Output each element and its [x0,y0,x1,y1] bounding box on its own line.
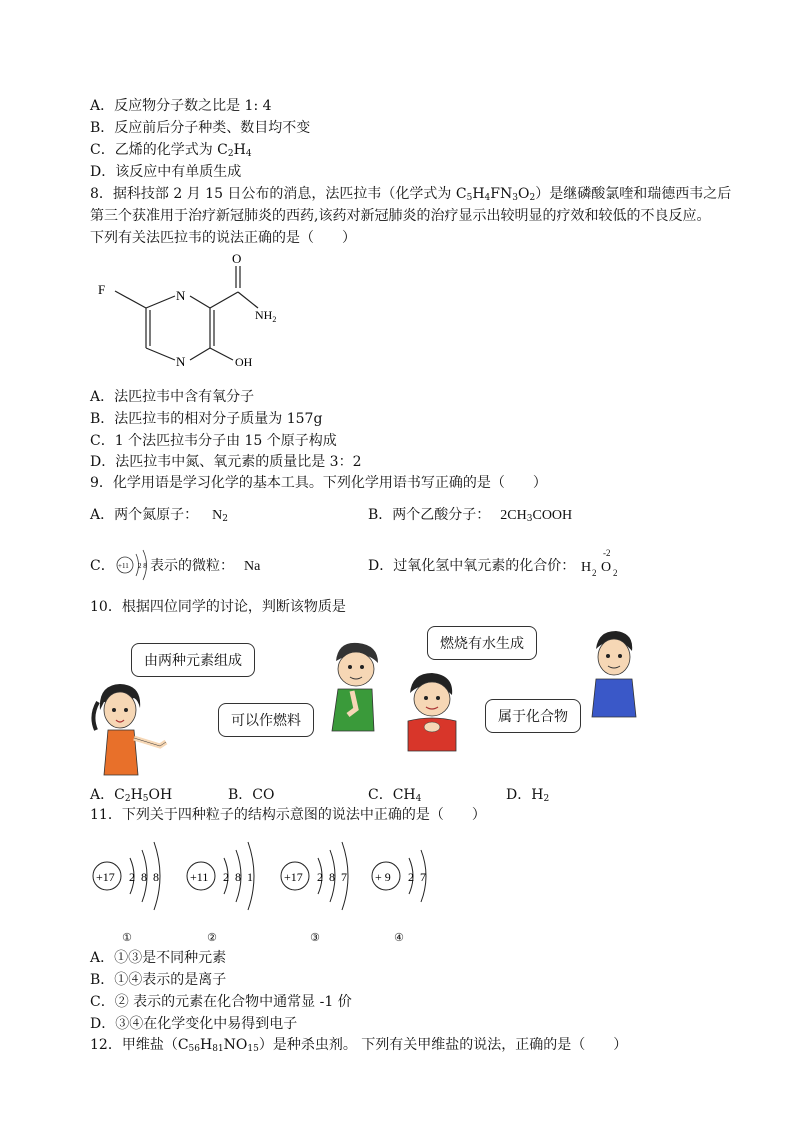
q12-stem: 12．甲维盐$(C_{56}H_{81}NO_{15})$是种杀虫剂。 下列有关甲维盐的说法，正确的是（ ） [90,1037,628,1054]
q8-option-c: C．1 个法匹拉韦分子由 15 个原子构成 [90,433,337,449]
q10-stem: 10．根据四位同学的讨论，判断该物质是 [90,599,346,615]
diagram-label-3: ③ [310,931,320,944]
q11-option-c: C．② 表示的元素在化合物中通常显 -1 价 [90,994,352,1010]
q9-option-c: C． [90,558,115,574]
q10-option-d: D．$H_2$ [506,787,550,804]
q11-option-d: D．③④在化学变化中易得到电子 [90,1016,298,1032]
diagram-label-4: ④ [394,931,404,944]
q11-option-a: A．①③是不同种元素 [90,950,227,966]
svg-text:+17: +17 [284,870,303,884]
q10-illustration [90,625,650,780]
q8-stem-line3: 下列有关法匹拉韦的说法正确的是（ ） [90,230,356,246]
diagram-label-2: ② [207,931,217,944]
q8-stem-line1: 8．据科技部 2 月 15 日公布的消息，法匹拉韦（化学式为 $C_5H_4FN_3O_2$）是继磷酸氯喹和瑞德西韦之后 [90,186,732,203]
svg-text:+11: +11 [190,870,209,884]
q7-option-d: D．该反应中有单质生成 [90,164,242,180]
boy2-figure [402,671,462,756]
q11-option-b: B．①④表示的是离子 [90,972,227,988]
struct-f: F [98,282,106,297]
q10-option-a: A．$C_2H_5OH$ [90,787,173,804]
q7-option-b: B．反应前后分子种类、数目均不变 [90,120,311,136]
svg-text:2: 2 [408,870,414,884]
q8-option-d: D．法匹拉韦中氮、氧元素的质量比是 3：2 [90,454,362,470]
svg-text:2: 2 [317,870,323,884]
q10-option-b: B．CO [228,787,275,803]
speech-bubble-3: 燃烧有水生成 [427,626,537,660]
boy3-figure [588,629,643,721]
svg-text:8: 8 [141,870,147,884]
boy1-figure [328,639,388,739]
struct-nh2: $NH_2$ [255,308,277,324]
struct-n2: N [176,354,186,369]
q11-diagram-row [90,830,450,950]
svg-text:8: 8 [235,870,241,884]
girl-figure [90,680,180,780]
svg-text:+11: +11 [118,562,129,570]
speech-bubble-4: 属于化合物 [485,699,581,733]
svg-text:8: 8 [329,870,335,884]
atom-diagram-2 [184,830,274,920]
q10-option-c: C．$CH_4$ [368,787,422,804]
q8-option-b: B．法匹拉韦的相对分子质量为 157g [90,411,323,427]
q9-option-c-text: 表示的微粒： Na [150,558,261,574]
q7-option-c: C．乙烯的化学式为 $C_2H_4$ [90,142,252,159]
svg-text:+17: +17 [96,870,115,884]
q8-stem-line2: 第三个获准用于治疗新冠肺炎的西药,该药对新冠肺炎的治疗显示出较明显的疗效和较低的不良反应。 [90,208,711,224]
speech-bubble-1: 由两种元素组成 [131,643,255,677]
svg-text:2: 2 [223,870,229,884]
struct-o: O [232,251,242,266]
q9-h2o2-valence: H 2 O 2 -2 [581,548,618,578]
q8-option-a: A．法匹拉韦中含有氧分子 [90,389,255,405]
q7-option-a: A．反应物分子数之比是 1: 4 [90,98,272,114]
q9-na-structure-diagram [115,546,155,584]
svg-text:8: 8 [153,870,159,884]
svg-text:7: 7 [420,870,426,884]
q9-option-a: A．两个氮原子： $N_2$ [90,507,228,524]
atom-diagram-4 [369,830,449,920]
q9-option-d: D．过氧化氢中氧元素的化合价： [368,558,576,574]
q9-option-b: B．两个乙酸分子： $2CH_3COOH$ [368,507,573,524]
speech-bubble-2: 可以作燃料 [218,703,314,737]
struct-oh: OH [235,355,253,369]
svg-text:1: 1 [247,870,253,884]
diagram-label-1: ① [122,931,132,944]
struct-n1: N [176,288,186,303]
atom-diagram-3 [278,830,368,920]
q11-stem: 11．下列关于四种粒子的结构示意图的说法中正确的是（ ） [90,807,486,823]
svg-text:2: 2 [129,870,135,884]
svg-text:7: 7 [341,870,347,884]
atom-diagram-1 [90,830,180,920]
svg-text:+ 9: + 9 [375,870,391,884]
svg-text:2 8: 2 8 [138,562,147,570]
favipiravir-structure [90,248,290,378]
q9-stem: 9．化学用语是学习化学的基本工具。下列化学用语书写正确的是（ ） [90,475,547,491]
